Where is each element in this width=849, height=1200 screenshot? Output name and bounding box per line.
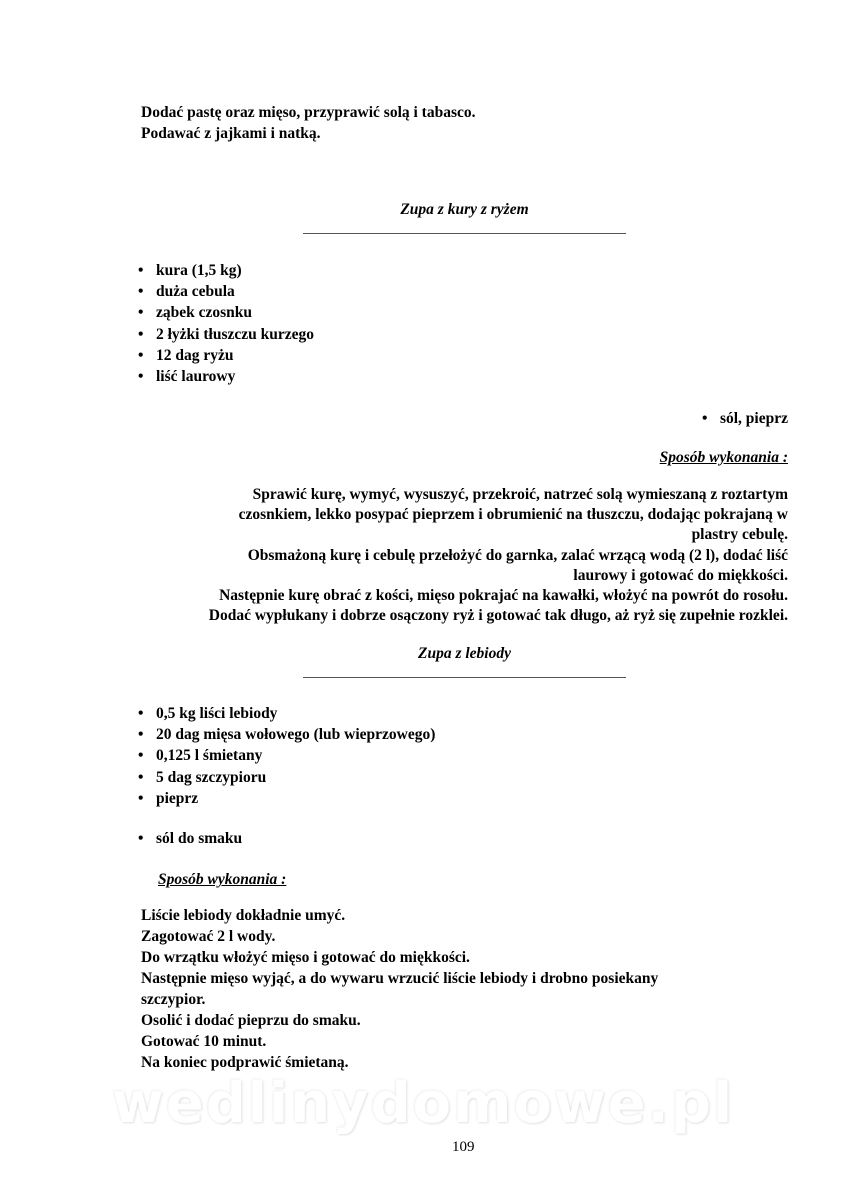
title-rule	[303, 233, 626, 234]
list-item: • ząbek czosnku	[138, 302, 314, 323]
list-item: • sól, pieprz	[701, 410, 788, 427]
bullet-icon: •	[701, 410, 708, 427]
page-number: 109	[452, 1139, 475, 1155]
list-item: • liść laurowy	[138, 366, 314, 387]
bullet-icon: •	[138, 262, 144, 279]
bullet-icon: •	[138, 705, 144, 722]
bullet-icon: •	[138, 304, 144, 322]
intro-line: Dodać pastę oraz mięso, przyprawić solą i tabasco.	[141, 104, 476, 121]
list-item: • sól do smaku	[138, 828, 242, 849]
ingredient-list	[138, 828, 242, 849]
method-heading: Sposób wykonania :	[659, 449, 788, 466]
ingredient-list	[138, 260, 314, 387]
intro-line: Podawać z jajkami i natką.	[141, 125, 321, 142]
method-text: Sprawić kurę, wymyć, wysuszyć, przekroić, natrzeć solą wymieszaną z roztartym czosnkiem, lekko posypać pieprzem i obrumienić na tłuszczu, dodając pokrajaną w plastry cebulę. Obsmażoną kurę i cebulę przełożyć do garnka, zalać wrzącą wodą (2 l), dodać liść laurowy i gotować do miękkości. Następnie kurę obrać z kości, mięso pokrajać na kawałki, włożyć na powrót do rosołu. Dodać wypłukany i dobrze osączony ryż i gotować tak długo, aż ryż się zupełnie rozklei.	[208, 486, 788, 625]
bullet-icon: •	[138, 346, 144, 364]
watermark: wedlinydomowe.pl	[112, 1071, 735, 1136]
bullet-icon: •	[138, 768, 144, 786]
list-item: • pieprz	[138, 788, 435, 809]
bullet-icon: •	[138, 325, 144, 343]
bullet-icon: •	[138, 789, 144, 807]
recipe-title: Zupa z kury z ryżem	[400, 201, 529, 218]
bullet-icon: •	[138, 747, 144, 765]
recipe-title: Zupa z lebiody	[418, 645, 511, 662]
list-item: • 2 łyżki tłuszczu kurzego	[138, 324, 314, 345]
bullet-icon: •	[138, 283, 144, 301]
ingredient-list	[138, 703, 435, 809]
bullet-icon: •	[138, 368, 144, 386]
list-item: • 0,5 kg liści lebiody	[138, 703, 435, 724]
list-item: • 0,125 l śmietany	[138, 745, 435, 766]
method-text: Liście lebiody dokładnie umyć. Zagotować 2 l wody. Do wrzątku włożyć mięso i gotować do miękkości. Następnie mięso wyjąć, a do wywaru wrzucić liście lebiody i drobno posiekany szczypior. Osolić i dodać pieprzu do smaku. Gotować 10 minut. Na koniec podprawić śmietaną.	[141, 907, 659, 1071]
list-item: • 12 dag ryżu	[138, 345, 314, 366]
list-item: • duża cebula	[138, 281, 314, 302]
title-rule	[303, 677, 626, 678]
list-item: • 5 dag szczypioru	[138, 767, 435, 788]
list-item: • kura (1,5 kg)	[138, 260, 314, 281]
bullet-icon: •	[138, 830, 144, 847]
list-item: • 20 dag mięsa wołowego (lub wieprzowego)	[138, 724, 435, 745]
bullet-icon: •	[138, 726, 144, 744]
method-heading: Sposób wykonania :	[158, 871, 287, 888]
